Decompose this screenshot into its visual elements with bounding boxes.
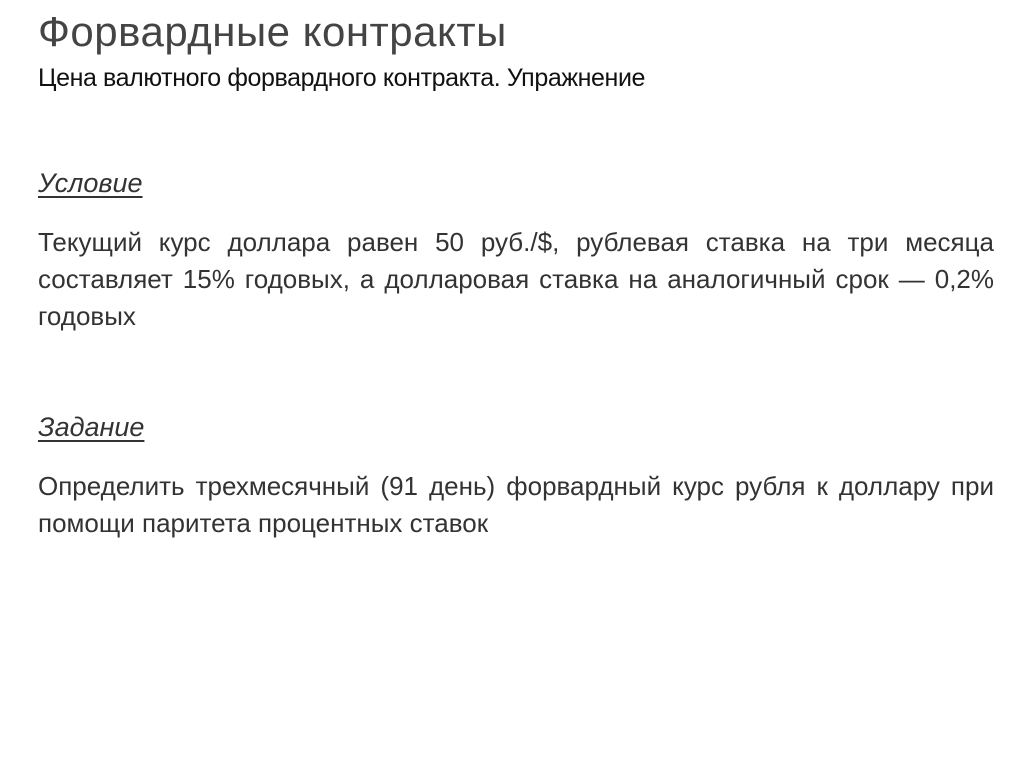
slide-subtitle: Цена валютного форвардного контракта. Упражнение <box>38 64 646 92</box>
condition-text: Текущий курс доллара равен 50 руб./$, рублевая ставка на три месяца составляет 15% годовых, а долларовая ставка на аналогичный срок — 0,2% годовых <box>38 227 994 331</box>
task-heading: Задание <box>38 412 145 442</box>
condition-heading: Условие <box>38 168 143 198</box>
task-text: Определить трехмесячный (91 день) форвардный курс рубля к доллару при помощи паритета процентных ставок <box>38 471 994 538</box>
slide-title: Форвардные контракты <box>38 8 507 55</box>
